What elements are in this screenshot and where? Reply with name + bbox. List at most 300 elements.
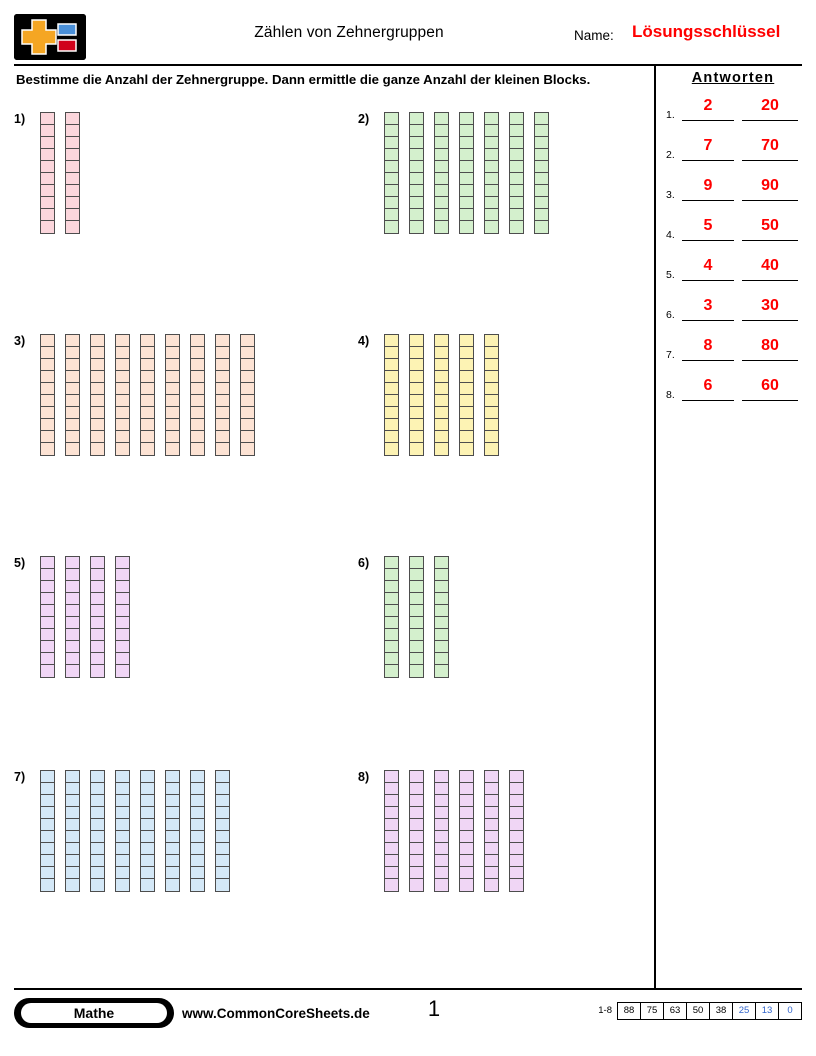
answer-groups-field[interactable]: 3 — [682, 294, 734, 321]
unit-cube — [66, 371, 79, 383]
unit-cube — [485, 431, 498, 443]
unit-cube — [385, 843, 398, 855]
unit-cube — [435, 581, 448, 593]
answer-total-field[interactable]: 50 — [742, 214, 798, 241]
grading-scale-cell: 75 — [640, 1002, 663, 1020]
unit-cube — [91, 431, 104, 443]
unit-cube — [191, 855, 204, 867]
unit-cube — [191, 795, 204, 807]
unit-cube — [41, 581, 54, 593]
unit-cube — [460, 807, 473, 819]
base-ten-rod — [509, 112, 524, 234]
unit-cube — [91, 819, 104, 831]
unit-cube — [66, 185, 79, 197]
answer-row — [664, 212, 802, 252]
base-ten-rod — [90, 770, 105, 892]
unit-cube — [116, 807, 129, 819]
answer-total-field[interactable]: 80 — [742, 334, 798, 361]
unit-cube — [66, 831, 79, 843]
base-ten-rod-group — [40, 334, 255, 456]
unit-cube — [66, 347, 79, 359]
problems-area — [14, 112, 650, 982]
answer-total-field[interactable]: 70 — [742, 134, 798, 161]
answer-groups-field[interactable]: 4 — [682, 254, 734, 281]
unit-cube — [216, 395, 229, 407]
unit-cube — [410, 569, 423, 581]
answer-groups-field[interactable]: 8 — [682, 334, 734, 361]
unit-cube — [241, 419, 254, 431]
unit-cube — [191, 371, 204, 383]
unit-cube — [485, 419, 498, 431]
answer-total-field[interactable]: 20 — [742, 94, 798, 121]
unit-cube — [435, 185, 448, 197]
unit-cube — [91, 593, 104, 605]
unit-cube — [410, 407, 423, 419]
unit-cube — [91, 419, 104, 431]
answer-groups-field[interactable]: 9 — [682, 174, 734, 201]
grading-scale-cell: 13 — [755, 1002, 778, 1020]
unit-cube — [91, 443, 104, 455]
unit-cube — [66, 113, 79, 125]
unit-cube — [485, 807, 498, 819]
unit-cube — [141, 431, 154, 443]
unit-cube — [191, 831, 204, 843]
unit-cube — [91, 831, 104, 843]
answer-groups-field[interactable]: 5 — [682, 214, 734, 241]
unit-cube — [216, 879, 229, 891]
unit-cube — [116, 843, 129, 855]
unit-cube — [410, 185, 423, 197]
unit-cube — [116, 347, 129, 359]
subject-label: Mathe — [21, 1003, 167, 1023]
unit-cube — [91, 807, 104, 819]
unit-cube — [91, 395, 104, 407]
unit-cube — [510, 855, 523, 867]
unit-cube — [141, 819, 154, 831]
unit-cube — [91, 371, 104, 383]
unit-cube — [485, 371, 498, 383]
unit-cube — [116, 771, 129, 783]
unit-cube — [485, 867, 498, 879]
unit-cube — [41, 347, 54, 359]
answers-divider — [654, 64, 656, 989]
unit-cube — [66, 221, 79, 233]
unit-cube — [410, 395, 423, 407]
answer-index: 7. — [666, 349, 675, 361]
unit-cube — [91, 359, 104, 371]
unit-cube — [216, 359, 229, 371]
unit-cube — [460, 795, 473, 807]
unit-cube — [91, 407, 104, 419]
unit-cube — [535, 125, 548, 137]
unit-cube — [435, 113, 448, 125]
unit-cube — [435, 819, 448, 831]
base-ten-rod — [384, 112, 399, 234]
unit-cube — [410, 843, 423, 855]
unit-cube — [216, 819, 229, 831]
unit-cube — [385, 557, 398, 569]
unit-cube — [510, 807, 523, 819]
unit-cube — [166, 771, 179, 783]
unit-cube — [191, 879, 204, 891]
unit-cube — [460, 419, 473, 431]
unit-cube — [485, 173, 498, 185]
unit-cube — [91, 383, 104, 395]
unit-cube — [435, 641, 448, 653]
unit-cube — [41, 149, 54, 161]
unit-cube — [91, 605, 104, 617]
unit-cube — [460, 843, 473, 855]
unit-cube — [216, 335, 229, 347]
unit-cube — [41, 617, 54, 629]
unit-cube — [435, 771, 448, 783]
unit-cube — [41, 831, 54, 843]
unit-cube — [410, 149, 423, 161]
unit-cube — [385, 581, 398, 593]
unit-cube — [410, 383, 423, 395]
base-ten-rod — [215, 770, 230, 892]
unit-cube — [460, 359, 473, 371]
grading-scale-cell: 38 — [709, 1002, 732, 1020]
unit-cube — [216, 867, 229, 879]
unit-cube — [510, 771, 523, 783]
unit-cube — [410, 113, 423, 125]
unit-cube — [66, 617, 79, 629]
unit-cube — [485, 771, 498, 783]
unit-cube — [191, 407, 204, 419]
unit-cube — [435, 149, 448, 161]
unit-cube — [116, 617, 129, 629]
unit-cube — [66, 557, 79, 569]
unit-cube — [66, 197, 79, 209]
base-ten-rod — [40, 112, 55, 234]
unit-cube — [116, 557, 129, 569]
unit-cube — [385, 161, 398, 173]
unit-cube — [460, 185, 473, 197]
unit-cube — [116, 867, 129, 879]
answer-groups-field[interactable]: 2 — [682, 94, 734, 121]
unit-cube — [385, 209, 398, 221]
base-ten-rod — [384, 556, 399, 678]
unit-cube — [385, 783, 398, 795]
unit-cube — [66, 431, 79, 443]
unit-cube — [410, 209, 423, 221]
unit-cube — [435, 209, 448, 221]
base-ten-rod — [484, 334, 499, 456]
unit-cube — [91, 581, 104, 593]
unit-cube — [66, 209, 79, 221]
unit-cube — [510, 819, 523, 831]
unit-cube — [535, 149, 548, 161]
unit-cube — [91, 641, 104, 653]
unit-cube — [116, 569, 129, 581]
unit-cube — [485, 161, 498, 173]
unit-cube — [66, 867, 79, 879]
site-url: www.CommonCoreSheets.de — [182, 1006, 370, 1021]
unit-cube — [41, 665, 54, 677]
unit-cube — [66, 795, 79, 807]
base-ten-rod — [434, 770, 449, 892]
grading-scale-cell: 0 — [778, 1002, 802, 1020]
answer-index: 2. — [666, 149, 675, 161]
header-divider — [14, 64, 802, 66]
unit-cube — [535, 161, 548, 173]
unit-cube — [410, 807, 423, 819]
unit-cube — [435, 843, 448, 855]
grading-scale-cell: 50 — [686, 1002, 709, 1020]
unit-cube — [435, 795, 448, 807]
unit-cube — [241, 395, 254, 407]
base-ten-rod — [384, 770, 399, 892]
unit-cube — [435, 653, 448, 665]
unit-cube — [66, 407, 79, 419]
unit-cube — [385, 819, 398, 831]
base-ten-rod-group — [384, 556, 449, 678]
plus-blocks-icon — [14, 14, 86, 60]
unit-cube — [91, 569, 104, 581]
answer-total-field[interactable]: 60 — [742, 374, 798, 401]
unit-cube — [410, 161, 423, 173]
unit-cube — [485, 335, 498, 347]
unit-cube — [241, 383, 254, 395]
unit-cube — [385, 629, 398, 641]
unit-cube — [410, 443, 423, 455]
problem-number: 4) — [358, 334, 370, 348]
unit-cube — [435, 383, 448, 395]
unit-cube — [410, 557, 423, 569]
answer-row — [664, 172, 802, 212]
unit-cube — [116, 359, 129, 371]
unit-cube — [435, 783, 448, 795]
unit-cube — [435, 831, 448, 843]
unit-cube — [460, 125, 473, 137]
unit-cube — [66, 629, 79, 641]
unit-cube — [385, 771, 398, 783]
unit-cube — [410, 125, 423, 137]
unit-cube — [116, 653, 129, 665]
answer-groups-field[interactable]: 6 — [682, 374, 734, 401]
unit-cube — [510, 137, 523, 149]
base-ten-rod — [409, 112, 424, 234]
answer-row — [664, 92, 802, 132]
unit-cube — [385, 879, 398, 891]
base-ten-rod — [165, 334, 180, 456]
unit-cube — [91, 795, 104, 807]
unit-cube — [485, 795, 498, 807]
base-ten-rod — [534, 112, 549, 234]
grading-scale — [598, 1002, 802, 1020]
footer-divider — [14, 988, 802, 990]
base-ten-rod — [240, 334, 255, 456]
unit-cube — [460, 431, 473, 443]
answer-row — [664, 132, 802, 172]
unit-cube — [435, 593, 448, 605]
unit-cube — [485, 221, 498, 233]
unit-cube — [460, 855, 473, 867]
unit-cube — [216, 347, 229, 359]
unit-cube — [166, 867, 179, 879]
base-ten-rod — [434, 556, 449, 678]
unit-cube — [166, 347, 179, 359]
unit-cube — [66, 335, 79, 347]
unit-cube — [385, 831, 398, 843]
unit-cube — [435, 629, 448, 641]
unit-cube — [191, 443, 204, 455]
answers-column — [664, 70, 802, 412]
unit-cube — [535, 197, 548, 209]
unit-cube — [116, 419, 129, 431]
base-ten-rod — [65, 770, 80, 892]
unit-cube — [191, 819, 204, 831]
unit-cube — [91, 665, 104, 677]
unit-cube — [166, 795, 179, 807]
unit-cube — [435, 879, 448, 891]
unit-cube — [485, 407, 498, 419]
unit-cube — [485, 443, 498, 455]
base-ten-rod — [484, 112, 499, 234]
unit-cube — [385, 867, 398, 879]
unit-cube — [66, 149, 79, 161]
answer-total-field[interactable]: 30 — [742, 294, 798, 321]
unit-cube — [191, 335, 204, 347]
unit-cube — [435, 125, 448, 137]
unit-cube — [435, 431, 448, 443]
base-ten-rod — [115, 770, 130, 892]
unit-cube — [485, 347, 498, 359]
unit-cube — [66, 653, 79, 665]
answer-index: 4. — [666, 229, 675, 241]
answer-groups-field[interactable]: 7 — [682, 134, 734, 161]
unit-cube — [216, 855, 229, 867]
unit-cube — [41, 771, 54, 783]
unit-cube — [485, 383, 498, 395]
unit-cube — [66, 641, 79, 653]
unit-cube — [41, 137, 54, 149]
unit-cube — [166, 395, 179, 407]
unit-cube — [435, 197, 448, 209]
unit-cube — [66, 419, 79, 431]
unit-cube — [435, 855, 448, 867]
unit-cube — [41, 431, 54, 443]
unit-cube — [460, 443, 473, 455]
unit-cube — [535, 173, 548, 185]
base-ten-rod — [140, 334, 155, 456]
unit-cube — [166, 431, 179, 443]
unit-cube — [410, 347, 423, 359]
unit-cube — [485, 855, 498, 867]
unit-cube — [91, 557, 104, 569]
unit-cube — [116, 831, 129, 843]
answer-index: 6. — [666, 309, 675, 321]
grading-scale-cell: 25 — [732, 1002, 755, 1020]
unit-cube — [141, 383, 154, 395]
unit-cube — [116, 431, 129, 443]
answer-total-field[interactable]: 40 — [742, 254, 798, 281]
unit-cube — [41, 807, 54, 819]
base-ten-rod-group — [40, 770, 230, 892]
base-ten-rod — [40, 556, 55, 678]
answers-title: Antworten — [691, 70, 775, 86]
unit-cube — [385, 641, 398, 653]
unit-cube — [485, 149, 498, 161]
page-title: Zählen von Zehnergruppen — [254, 24, 444, 41]
unit-cube — [435, 347, 448, 359]
problem-number: 7) — [14, 770, 26, 784]
unit-cube — [41, 395, 54, 407]
unit-cube — [385, 395, 398, 407]
unit-cube — [141, 395, 154, 407]
unit-cube — [410, 641, 423, 653]
problem-number: 2) — [358, 112, 370, 126]
unit-cube — [41, 335, 54, 347]
unit-cube — [410, 831, 423, 843]
unit-cube — [485, 185, 498, 197]
unit-cube — [535, 209, 548, 221]
unit-cube — [66, 879, 79, 891]
unit-cube — [116, 783, 129, 795]
problem-number: 1) — [14, 112, 26, 126]
unit-cube — [116, 629, 129, 641]
base-ten-rod — [115, 334, 130, 456]
unit-cube — [41, 819, 54, 831]
unit-cube — [116, 855, 129, 867]
unit-cube — [385, 383, 398, 395]
unit-cube — [166, 407, 179, 419]
unit-cube — [216, 795, 229, 807]
unit-cube — [460, 209, 473, 221]
base-ten-rod — [459, 334, 474, 456]
unit-cube — [116, 371, 129, 383]
unit-cube — [141, 771, 154, 783]
unit-cube — [460, 221, 473, 233]
unit-cube — [41, 867, 54, 879]
unit-cube — [216, 383, 229, 395]
unit-cube — [241, 335, 254, 347]
unit-cube — [216, 783, 229, 795]
unit-cube — [116, 641, 129, 653]
unit-cube — [410, 795, 423, 807]
unit-cube — [66, 161, 79, 173]
base-ten-rod — [459, 112, 474, 234]
unit-cube — [41, 593, 54, 605]
unit-cube — [41, 209, 54, 221]
unit-cube — [66, 807, 79, 819]
unit-cube — [435, 407, 448, 419]
unit-cube — [385, 113, 398, 125]
unit-cube — [435, 443, 448, 455]
unit-cube — [485, 879, 498, 891]
unit-cube — [116, 665, 129, 677]
unit-cube — [385, 665, 398, 677]
unit-cube — [385, 137, 398, 149]
unit-cube — [216, 431, 229, 443]
unit-cube — [166, 335, 179, 347]
unit-cube — [410, 593, 423, 605]
grading-scale-cell: 63 — [663, 1002, 686, 1020]
unit-cube — [166, 879, 179, 891]
unit-cube — [485, 113, 498, 125]
unit-cube — [241, 443, 254, 455]
unit-cube — [510, 209, 523, 221]
unit-cube — [241, 347, 254, 359]
base-ten-rod-group — [384, 112, 549, 234]
unit-cube — [385, 593, 398, 605]
answer-total-field[interactable]: 90 — [742, 174, 798, 201]
unit-cube — [460, 149, 473, 161]
unit-cube — [166, 843, 179, 855]
base-ten-rod-group — [40, 556, 130, 678]
unit-cube — [485, 831, 498, 843]
